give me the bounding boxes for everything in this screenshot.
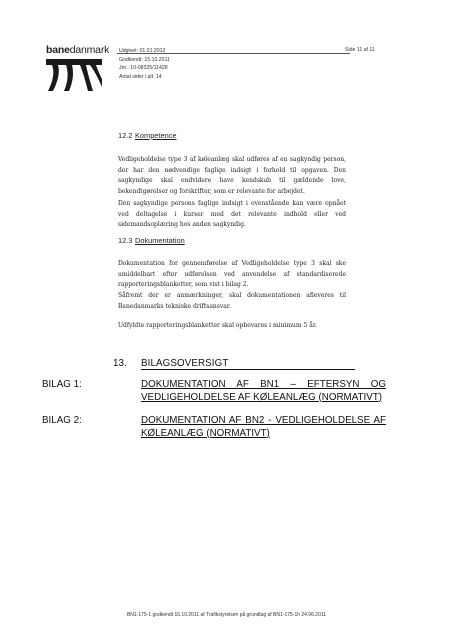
header-divider (117, 53, 350, 54)
section-heading-12-3 (118, 236, 185, 245)
appendix-entry-1 (42, 379, 386, 405)
section-heading-12-2 (118, 131, 177, 140)
section-number: 12.2 (118, 131, 133, 140)
appendix-label: BILAG 2: (42, 415, 82, 426)
paragraph: Vedligeholdelse type 3 af køleanlæg skal udføres af en sagkyndig person, der har den nødvendige faglige indsigt i forhold til opgaven. Den sagkyndige skal endvidere have kendskab til gældende love, bekendtgørelser og forskrifter, som er relevante for arbejdet. (118, 156, 346, 195)
appendix-entry-2 (42, 415, 386, 441)
section-number: 12.3 (118, 236, 133, 245)
meta-published: Udgivet: 01.01.2012 (119, 48, 166, 54)
section-title: Kompetence (135, 131, 177, 140)
banedanmark-logo (46, 44, 110, 91)
paragraph: Dokumentation for gennemførelse af Vedligeholdelse type 3 skal ske umiddelbart efter udførelsen ved anvendelse af standardiserede rapporteringsblanketter, som vist i bilag 2. (118, 260, 346, 289)
page-indicator: Side 11 af 11 (345, 47, 375, 53)
chapter-number: 13. (113, 358, 127, 369)
section-title: Dokumentation (135, 236, 185, 245)
chapter-title: BILAGSOVERSIGT (141, 358, 355, 370)
appendix-label: BILAG 1: (42, 379, 82, 390)
appendix-title: DOKUMENTATION AF BN1 – EFTERSYN OG VEDLIGEHOLDELSE AF KØLEANLÆG (NORMATIVT) (141, 379, 386, 403)
meta-page-count: Antal sider i alt: 14 (119, 73, 162, 80)
meta-journal-number: Jnr.: 10-08325/11428 (119, 65, 168, 72)
paragraph: Udfyldte rapporteringsblanketter skal opbevares i minimum 5 år. (118, 322, 317, 329)
meta-approved: Godkendt: 15.10.2011 (119, 56, 170, 63)
logo-track-icon (46, 57, 102, 91)
logo-wordmark: banedanmark (46, 44, 110, 56)
appendix-title: DOKUMENTATION AF BN2 - VEDLIGEHOLDELSE AF KØLEANLÆG (NORMATIVT) (141, 415, 386, 439)
paragraph: Den sagkyndige persons faglige indsigt i ovenstående kan være opnået ved deltagelse i kurser med det relevante indhold eller ved sidemandsoplæring hos anden sagkyndig. (118, 200, 346, 229)
page-footer: BN1-175-1 godkendt 15.10.2011 af Trafikstyrelsen på grundlag af BN1-175-1h 24.06.2011 (126, 612, 327, 618)
paragraph: Såfremt der er anmærkninger, skal dokumentationen afleveres til Banedanmarks tekniske driftsansvar. (118, 292, 346, 310)
